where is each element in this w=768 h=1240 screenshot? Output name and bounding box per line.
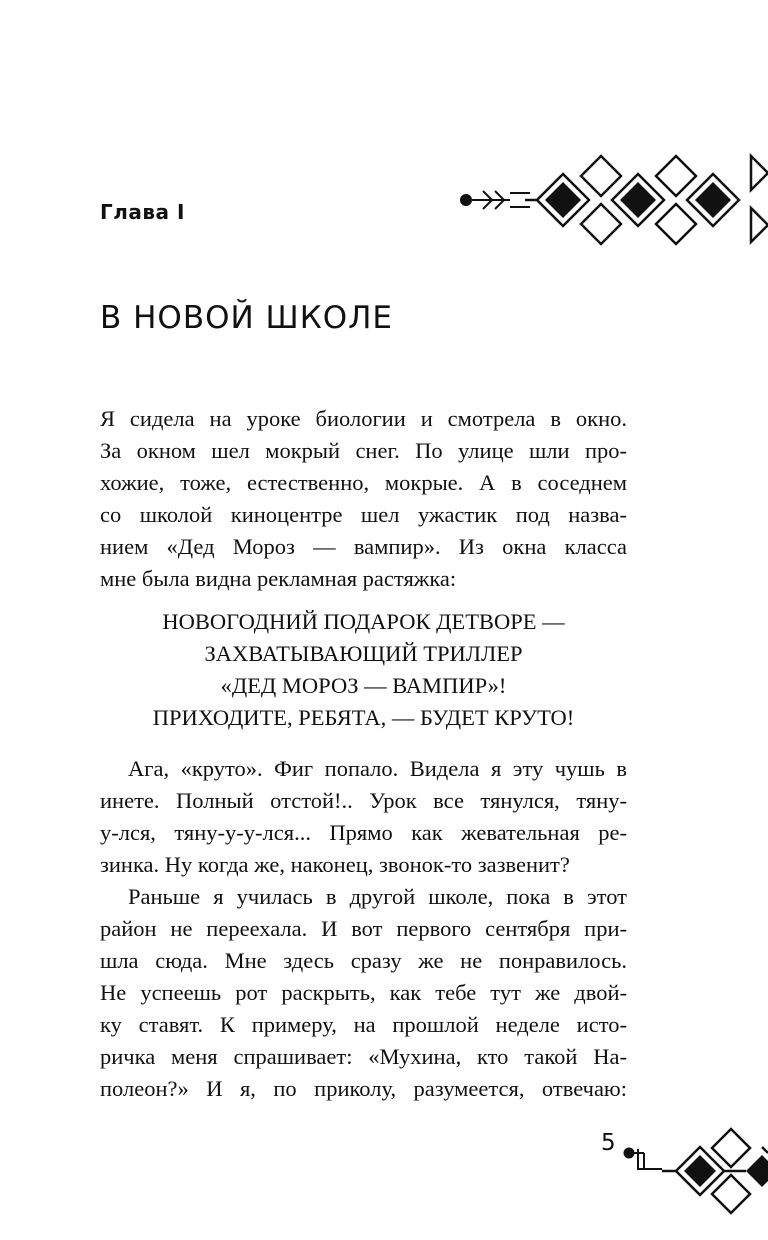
banner-line: «ДЕД МОРОЗ — ВАМПИР»! [220,673,507,698]
banner-line: НОВОГОДНИЙ ПОДАРОК ДЕТВОРЕ — [162,609,565,634]
text-line: ричка меня спрашивает: «Мухина, кто такой На- [100,1044,627,1069]
text-line: шла сюда. Мне здесь сразу же не понравилось. [100,948,627,973]
text-line: со школой киноцентре шел ужастик под назва- [100,502,627,527]
text-line: у-лся, тяну-у-у-лся... Прямо как жевательная ре- [100,820,627,845]
text-line: Я сидела на уроке биологии и смотрела в окно. [100,406,627,431]
text-line: ку ставят. К примеру, на прошлой неделе исто- [100,1012,627,1037]
text-line: мне была видна рекламная растяжка: [100,566,457,591]
body-paragraphs [100,753,627,1105]
text-line: полеон?» И я, по приколу, разумеется, отвечаю: [100,1076,627,1101]
text-line: хожие, тоже, естественно, мокрые. А в соседнем [100,470,627,495]
text-line: Не успеешь рот раскрыть, как тебе тут же двой- [100,980,627,1005]
footer-ornament [622,1125,768,1225]
billboard-quote [100,606,627,734]
text-line: нием «Дед Мороз — вампир». Из окна класса [100,534,627,559]
chapter-label: Глава I [100,200,185,224]
text-line: Ага, «круто». Фиг попало. Видела я эту чушь в [128,756,627,781]
page-number: 5 [601,1130,616,1156]
header-ornament [455,150,768,260]
text-line: инете. Полный отстой!.. Урок все тянулся, тяну- [100,788,627,813]
text-line: район не переехала. И вот первого сентября при- [100,916,627,941]
text-line: За окном шел мокрый снег. По улице шли про- [100,438,627,463]
chapter-title: В НОВОЙ ШКОЛЕ [100,300,393,336]
text-line: зинка. Ну когда же, наконец, звонок-то зазвенит? [100,852,570,877]
intro-paragraph [100,403,627,595]
banner-line: ПРИХОДИТЕ, РЕБЯТА, — БУДЕТ КРУТО! [152,705,575,730]
banner-line: ЗАХВАТЫВАЮЩИЙ ТРИЛЛЕР [204,641,523,666]
text-line: Раньше я училась в другой школе, пока в этот [128,884,627,909]
